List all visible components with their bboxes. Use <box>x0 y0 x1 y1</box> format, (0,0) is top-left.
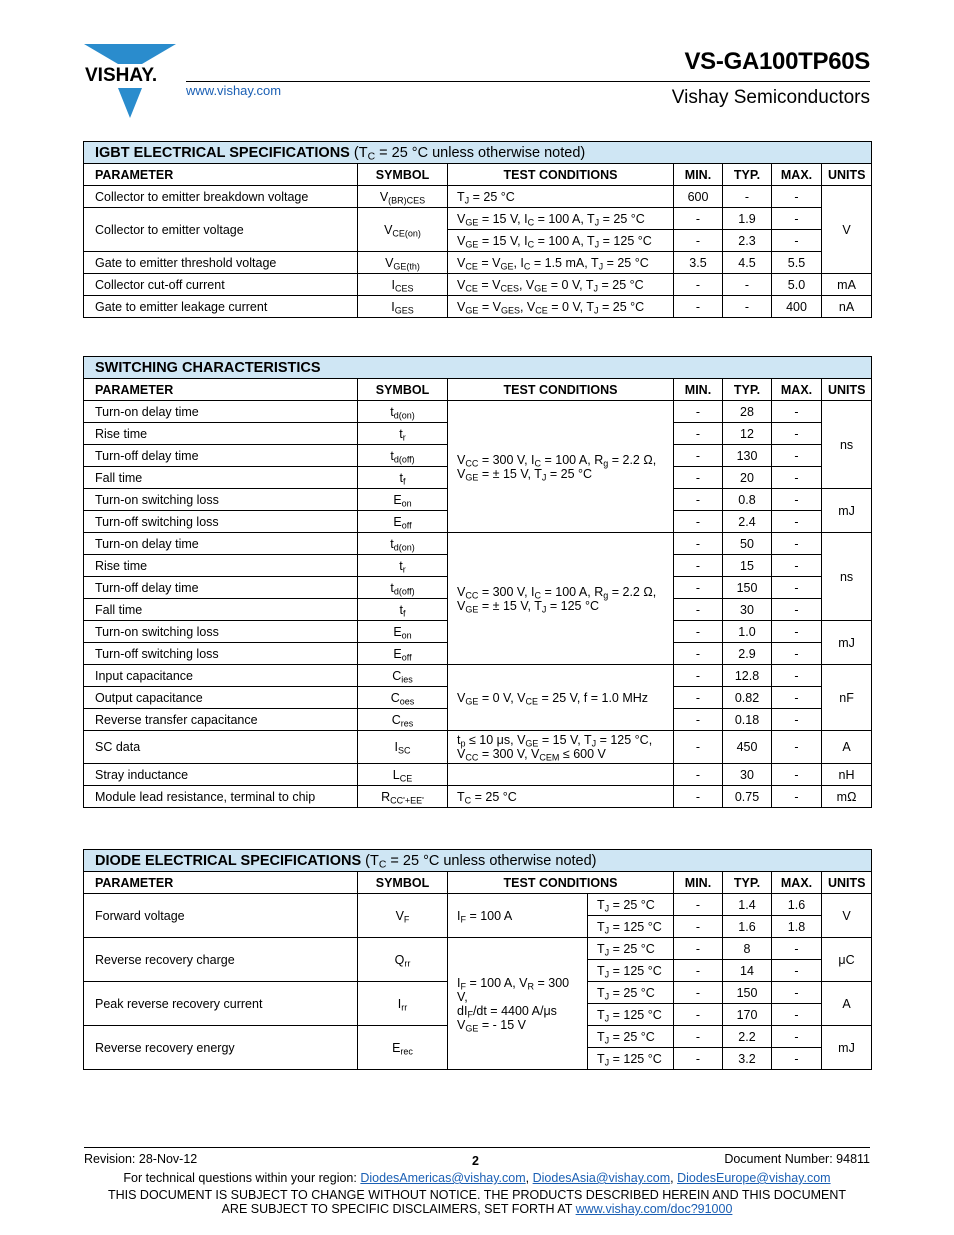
table-row: Peak reverse recovery current $I_{rr}$ $T_J = 25$ °C - 150 - A <box>84 982 872 1004</box>
website-link[interactable]: www.vishay.com <box>186 83 282 98</box>
table-row: Stray inductance $L_{CE}$ - 30 - nH <box>84 764 872 786</box>
column-headers: PARAMETER SYMBOL TEST CONDITIONS MIN. TYP. MAX. UNITS <box>84 164 872 186</box>
footer-notice-2: ARE SUBJECT TO SPECIFIC DISCLAIMERS, SET FORTH AT www.vishay.com/doc?91000 <box>221 1202 733 1216</box>
diode-table-title: DIODE ELECTRICAL SPECIFICATIONS ($T_C = 25$ °C unless otherwise noted) <box>84 850 872 872</box>
email-europe-link[interactable]: DiodesEurope@vishay.com <box>677 1171 831 1185</box>
table-row: $T_J = 125$ °C - 170 - <box>84 1004 872 1026</box>
header-rule <box>186 81 870 82</box>
table-row: Turn-on delay time $t_{d(on)}$ $V_{CC} = 300$ V, $I_C = 100$ A, $R_g = 2.2$ Ω, $V_{GE}$ = ± 15 V, $T_J = 25$ °C - 28 - ns <box>84 401 872 423</box>
table-row: Turn-off delay time $t_{d(off)}$ - 150 - <box>84 577 872 599</box>
table-row: Turn-on switching loss $E_{on}$ - 1.0 - mJ <box>84 621 872 643</box>
column-headers: PARAMETER SYMBOL TEST CONDITIONS MIN. TYP. MAX. UNITS <box>84 379 872 401</box>
table-row: Fall time $t_f$ - 30 - <box>84 599 872 621</box>
table-row: Turn-off switching loss $E_{off}$ - 2.4 - <box>84 511 872 533</box>
column-headers: PARAMETER SYMBOL TEST CONDITIONS MIN. TYP. MAX. UNITS <box>84 872 872 894</box>
table-row: Collector to emitter breakdown voltage $V_{(BR)CES}$ $T_J = 25$ °C 600 - - V <box>84 186 872 208</box>
table-row: Gate to emitter leakage current $I_{GES}$ $V_{GE} = V_{GES}$, $V_{CE} = 0$ V, $T_J = 25$ °C - - 400 nA <box>84 296 872 318</box>
table-row: Reverse transfer capacitance $C_{res}$ - 0.18 - <box>84 709 872 731</box>
table-row: $T_J = 125$ °C - 1.6 1.8 <box>84 916 872 938</box>
logo-text: VISHAY. <box>85 65 158 86</box>
table-row: Turn-off switching loss $E_{off}$ - 2.9 - <box>84 643 872 665</box>
table-row: Output capacitance $C_{oes}$ - 0.82 - <box>84 687 872 709</box>
email-asia-link[interactable]: DiodesAsia@vishay.com <box>532 1171 671 1185</box>
table-row: $T_J = 125$ °C - 3.2 - <box>84 1048 872 1070</box>
table-row: Turn-off delay time $t_{d(off)}$ - 130 - <box>84 445 872 467</box>
switching-table <box>83 356 872 808</box>
table-row: Reverse recovery energy $E_{rec}$ $T_J = 25$ °C - 2.2 - mJ <box>84 1026 872 1048</box>
company-name: Vishay Semiconductors <box>671 87 870 108</box>
table-row: Input capacitance $C_{ies}$ $V_{GE} = 0$ V, $V_{CE} = 25$ V, f = 1.0 MHz - 12.8 - nF <box>84 665 872 687</box>
diode-spec-table <box>83 849 872 1070</box>
document-title: VS-GA100TP60S <box>684 48 870 75</box>
footer-notice-1: THIS DOCUMENT IS SUBJECT TO CHANGE WITHOUT NOTICE. THE PRODUCTS DESCRIBED HEREIN AND THIS DOCUMENT <box>107 1188 847 1202</box>
table-row: Collector to emitter voltage $V_{CE(on)}$ $V_{GE} = 15$ V, $I_C = 100$ A, $T_J = 25$ °C - 1.9 - <box>84 208 872 230</box>
table-row: $V_{GE} = 15$ V, $I_C = 100$ A, $T_J = 125$ °C - 2.3 - <box>84 230 872 252</box>
footer-rule <box>84 1147 870 1148</box>
table-row: Rise time $t_r$ - 12 - <box>84 423 872 445</box>
email-americas-link[interactable]: DiodesAmericas@vishay.com <box>360 1171 526 1185</box>
vishay-logo <box>84 44 176 118</box>
revision: Revision: 28-Nov-12 <box>84 1152 198 1166</box>
table-row: $T_J = 125$ °C - 14 - <box>84 960 872 982</box>
table-row: Module lead resistance, terminal to chip $R_{CC'+EE'}$ $T_C = 25$ °C - 0.75 - mΩ <box>84 786 872 808</box>
switching-table-title: SWITCHING CHARACTERISTICS <box>84 357 872 379</box>
table-row: Gate to emitter threshold voltage $V_{GE(th)}$ $V_{CE} = V_{GE}$, $I_C = 1.5$ mA, $T_J = 25$ °C 3.5 4.5 5.5 <box>84 252 872 274</box>
table-row: SC data $I_{SC}$ $t_p \le 10$ μs, $V_{GE} = 15$ V, $T_J = 125$ °C, $V_{CC} = 300$ V, $V_{CEM} \le 600$ V - 450 - A <box>84 731 872 764</box>
footer-contact: For technical questions within your region: DiodesAmericas@vishay.com, DiodesAsia@vishay.com, DiodesEurope@vishay.com <box>123 1171 831 1185</box>
document-number: Document Number: 94811 <box>724 1152 870 1166</box>
table-row: Fall time $t_f$ - 20 - <box>84 467 872 489</box>
table-row: Rise time $t_r$ - 15 - <box>84 555 872 577</box>
table-row: Turn-on delay time $t_{d(on)}$ $V_{CC} = 300$ V, $I_C = 100$ A, $R_g = 2.2$ Ω, $V_{GE}$ = ± 15 V, $T_J = 125$ °C - 50 - ns <box>84 533 872 555</box>
page-number: 2 <box>472 1154 479 1168</box>
igbt-spec-table <box>83 141 872 318</box>
igbt-table-title: IGBT ELECTRICAL SPECIFICATIONS ($T_C = 25$ °C unless otherwise noted) <box>84 142 872 164</box>
table-row: Turn-on switching loss $E_{on}$ - 0.8 - mJ <box>84 489 872 511</box>
disclaimer-link[interactable]: www.vishay.com/doc?91000 <box>575 1202 733 1216</box>
table-row: Forward voltage $V_F$ $I_F = 100$ A $T_J = 25$ °C - 1.4 1.6 V <box>84 894 872 916</box>
table-row: Collector cut-off current $I_{CES}$ $V_{CE} = V_{CES}$, $V_{GE} = 0$ V, $T_J = 25$ °C - - 5.0 mA <box>84 274 872 296</box>
table-row: Reverse recovery charge $Q_{rr}$ $I_F = 100$ A, $V_R = 300$ V, $dI_F/dt = 4400$ A/μs $V_{GE}$ = - 15 V $T_J = 25$ °C - 8 - μC <box>84 938 872 960</box>
